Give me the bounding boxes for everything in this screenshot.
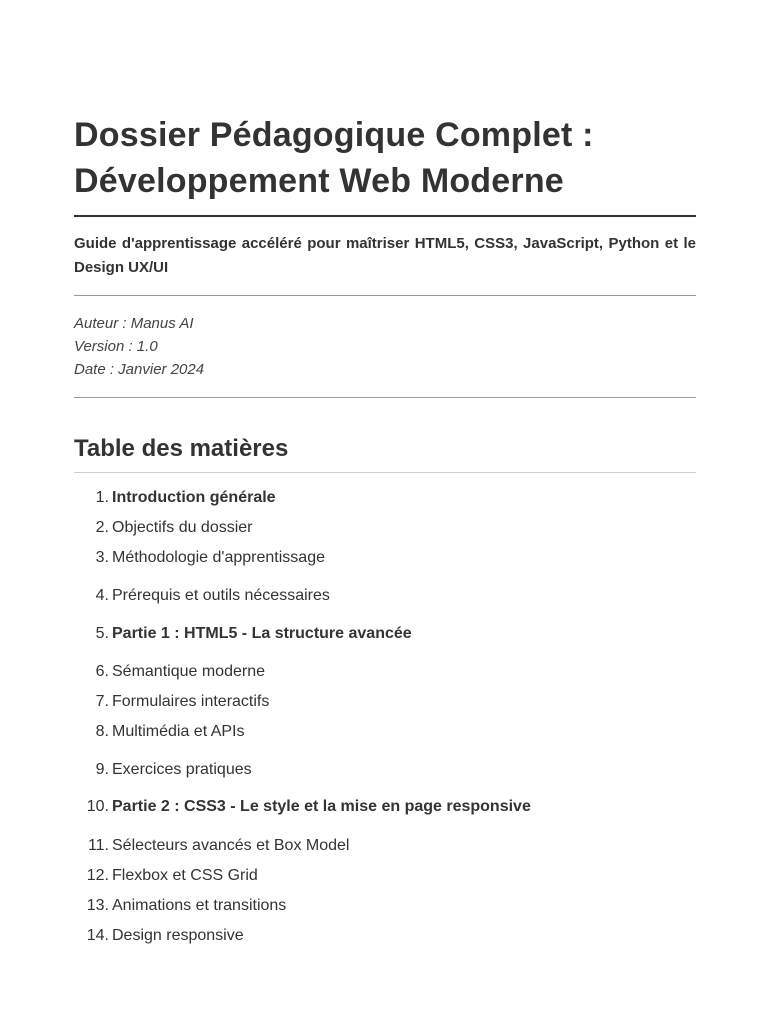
toc-heading: Table des matières xyxy=(74,435,289,462)
toc-item[interactable] xyxy=(74,517,696,539)
subtitle-divider xyxy=(74,295,696,296)
toc-item-label: Partie 2 : CSS3 - Le style et la mise en page responsive xyxy=(112,798,531,815)
toc-item[interactable] xyxy=(74,925,696,947)
page-title: Dossier Pédagogique Complet : Développement Web Moderne xyxy=(74,116,594,200)
toc-item-number: 8. xyxy=(95,723,109,740)
author-line: Auteur : Manus AI xyxy=(74,315,194,332)
toc-item[interactable] xyxy=(74,661,696,683)
version-line: Version : 1.0 xyxy=(74,338,158,355)
toc-item[interactable] xyxy=(74,835,696,857)
toc-item-label: Sélecteurs avancés et Box Model xyxy=(112,837,350,854)
toc-item-number: 3. xyxy=(95,549,109,566)
toc-item-number: 2. xyxy=(95,519,109,536)
metadata-divider xyxy=(74,397,696,398)
toc-divider xyxy=(74,472,696,473)
toc-item-label: Exercices pratiques xyxy=(112,761,252,778)
toc-item-number: 6. xyxy=(95,663,109,680)
toc-item-number: 9. xyxy=(95,761,109,778)
toc-item-label: Multimédia et APIs xyxy=(112,723,245,740)
toc-item[interactable] xyxy=(74,547,696,569)
toc-item-label: Objectifs du dossier xyxy=(112,519,253,536)
toc-item-label: Partie 1 : HTML5 - La structure avancée xyxy=(112,625,412,642)
toc-item-label: Introduction générale xyxy=(112,489,276,506)
toc-item-label: Sémantique moderne xyxy=(112,663,265,680)
toc-item-number: 14. xyxy=(86,927,109,944)
document-subtitle: Guide d'apprentissage accéléré pour maîtriser HTML5, CSS3, JavaScript, Python et le Design UX/UI xyxy=(74,235,696,276)
toc-item[interactable] xyxy=(74,721,696,743)
toc-item-label: Prérequis et outils nécessaires xyxy=(112,587,330,604)
toc-item-number: 13. xyxy=(86,897,109,914)
toc-item-number: 7. xyxy=(95,693,109,710)
toc-item-label: Animations et transitions xyxy=(112,897,287,914)
toc-item-number: 5. xyxy=(95,625,109,642)
toc-item-label: Formulaires interactifs xyxy=(112,693,270,710)
toc-item[interactable] xyxy=(74,691,696,713)
toc-item[interactable] xyxy=(74,759,696,781)
toc-item[interactable] xyxy=(74,585,696,607)
toc-item-label: Design responsive xyxy=(112,927,244,944)
document-content xyxy=(74,112,696,947)
toc-item-number: 11. xyxy=(87,837,109,854)
document-metadata xyxy=(74,312,696,381)
toc-item-number: 4. xyxy=(95,587,109,604)
toc-item[interactable] xyxy=(74,895,696,917)
date-line: Date : Janvier 2024 xyxy=(74,361,205,378)
title-divider xyxy=(74,215,696,217)
toc-item-label: Flexbox et CSS Grid xyxy=(112,867,258,884)
toc-item[interactable] xyxy=(74,865,696,887)
toc-item[interactable] xyxy=(74,796,696,818)
toc-item-number: 10. xyxy=(86,798,109,815)
toc-item-number: 12. xyxy=(86,867,109,884)
toc-item-label: Méthodologie d'apprentissage xyxy=(112,549,325,566)
toc-item[interactable] xyxy=(74,623,696,645)
toc-item-number: 1. xyxy=(95,489,109,506)
toc-list xyxy=(74,487,696,947)
toc-item[interactable] xyxy=(74,487,696,509)
